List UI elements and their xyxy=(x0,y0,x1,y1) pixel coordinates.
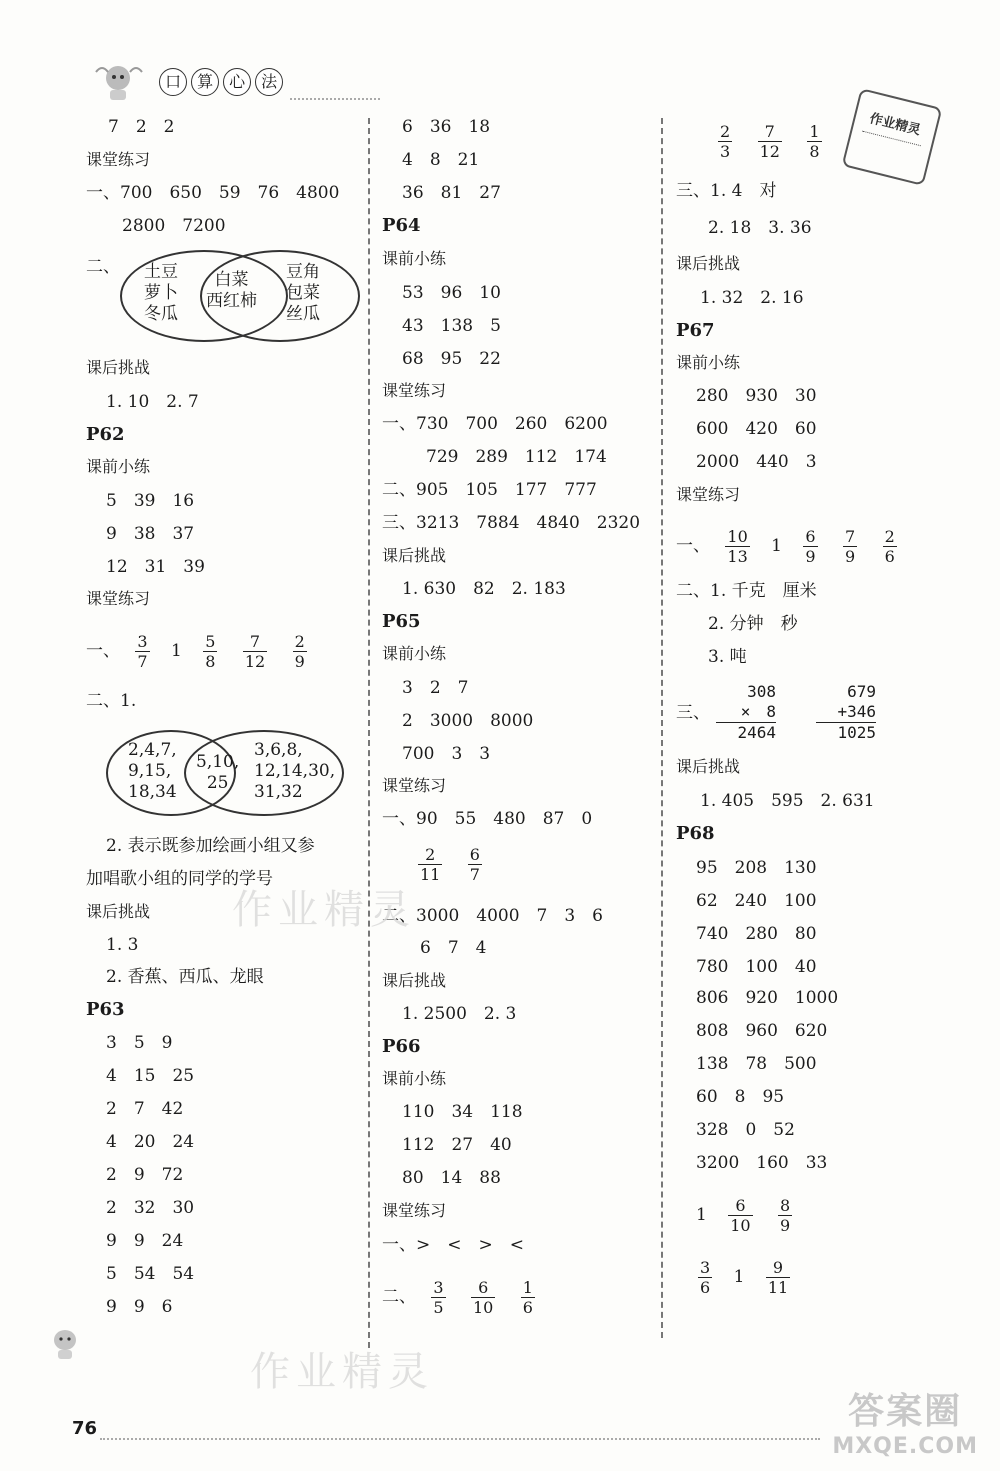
fraction: $\frac{6}{9}$ xyxy=(805,527,816,566)
answer-line: 二、1. 千克 厘米 xyxy=(676,581,817,601)
answer-line xyxy=(708,122,832,161)
fraction: $\frac{2}{6}$ xyxy=(884,527,895,566)
answer-line: 700 3 3 xyxy=(402,744,491,764)
answer-line: 328 0 52 xyxy=(696,1120,795,1140)
answer-line: 9 9 24 xyxy=(106,1231,184,1251)
answer-line: 62 240 100 xyxy=(696,891,817,911)
answer-line: 4 15 25 xyxy=(106,1066,195,1086)
answer-line: 7 2 2 xyxy=(108,117,175,137)
section-heading: 课堂练习 xyxy=(382,381,447,400)
answer-line: 280 930 30 xyxy=(696,386,817,406)
answer-line: 5 54 54 xyxy=(106,1264,195,1284)
fraction: $\frac{7}{9}$ xyxy=(845,527,856,566)
page-label: P66 xyxy=(382,1036,421,1057)
answer-line: 1. 3 xyxy=(106,935,139,955)
answer-line: 12 31 39 xyxy=(106,557,205,577)
fraction: $\frac{1}{6}$ xyxy=(522,1278,533,1317)
answer-line: 三、1. 4 对 xyxy=(676,181,777,201)
mascot-icon xyxy=(40,1322,90,1366)
section-heading: 课堂练习 xyxy=(86,150,151,169)
watermark: 作业精灵 xyxy=(250,1349,434,1395)
section-heading: 课堂练习 xyxy=(676,485,741,504)
vertical-addition: 679 +346 1025 xyxy=(816,682,876,743)
answer-line: 6 36 18 xyxy=(402,117,491,137)
fraction: $\frac{2}{3}$ xyxy=(720,122,731,161)
answer-line: 一、 $\frac{10}{13}$ 1 $\frac{6}{9}$ $\frac{7}{9}$ $\frac{2}{6}$ xyxy=(676,527,895,566)
answer-line: 1. 630 82 2. 183 xyxy=(402,579,566,599)
answer-line: 2. 香蕉、西瓜、龙眼 xyxy=(106,967,264,987)
column-divider xyxy=(661,118,663,1338)
answer-line: 2 9 72 xyxy=(106,1165,184,1185)
title-char: 心 xyxy=(223,68,251,96)
answer-line: 53 96 10 xyxy=(402,283,501,303)
answer-line: 3 2 7 xyxy=(402,678,469,698)
stamp-logo xyxy=(842,88,943,186)
answer-line: 1 $\frac{6}{10}$ $\frac{8}{9}$ xyxy=(696,1196,791,1235)
answer-line: 729 289 112 174 xyxy=(426,447,607,467)
fraction: $\frac{7}{12}$ xyxy=(244,632,266,671)
section-heading: 课前小练 xyxy=(382,644,447,663)
fraction: $\frac{3}{7}$ xyxy=(137,632,148,671)
fraction: $\frac{1}{8}$ xyxy=(809,122,820,161)
answer-line: 三、 xyxy=(676,703,710,723)
answer-line: 3. 吨 xyxy=(708,647,747,667)
answer-line: 4 20 24 xyxy=(106,1132,195,1152)
answer-line: 3 5 9 xyxy=(106,1033,173,1053)
answer-line: 2 3000 8000 xyxy=(402,711,534,731)
answer-line: 5 39 16 xyxy=(106,491,195,511)
fraction: $\frac{3}{5}$ xyxy=(433,1278,444,1317)
venn-right-set: 豆角 包菜 丝瓜 xyxy=(286,262,320,324)
fraction: $\frac{10}{13}$ xyxy=(727,527,748,566)
answer-line xyxy=(408,845,492,884)
fraction: $\frac{6}{7}$ xyxy=(469,845,480,884)
answer-line: 三、3213 7884 4840 2320 xyxy=(382,513,641,533)
answer-line: 二、 $\frac{3}{5}$ $\frac{6}{10}$ $\frac{1}{6}$ xyxy=(382,1278,533,1317)
section-heading: 课堂练习 xyxy=(86,589,151,608)
answer-line: 808 960 620 xyxy=(696,1021,828,1041)
answer-line: 138 78 500 xyxy=(696,1054,817,1074)
header-dotline xyxy=(290,98,380,100)
answer-line: 806 920 1000 xyxy=(696,988,839,1008)
fraction: $\frac{6}{10}$ xyxy=(473,1278,494,1317)
answer-line: $\frac{3}{6}$ 1 $\frac{9}{11}$ xyxy=(700,1258,789,1297)
page-number: 76 xyxy=(72,1418,98,1439)
answer-line: 一、730 700 260 6200 xyxy=(382,414,608,434)
page-label: P63 xyxy=(86,999,125,1020)
watermark: 作业精灵 xyxy=(232,887,416,933)
fraction: $\frac{5}{8}$ xyxy=(205,632,216,671)
answer-line: 加唱歌小组的同学的学号 xyxy=(86,869,273,889)
answer-line: 6 7 4 xyxy=(420,938,487,958)
answer-line: 43 138 5 xyxy=(402,316,501,336)
answer-line: 2. 18 3. 36 xyxy=(708,218,812,238)
venn-intersection: 白菜 西红柿 xyxy=(206,270,257,311)
section-heading: 课后挑战 xyxy=(676,757,741,776)
answer-line: 1. 32 2. 16 xyxy=(700,288,804,308)
answer-line: 60 8 95 xyxy=(696,1087,785,1107)
title-char: 口 xyxy=(159,68,187,96)
answer-line: 二、3000 4000 7 3 6 xyxy=(382,906,603,926)
venn-intersection: 5,10, 25 xyxy=(196,752,240,793)
fraction: $\frac{6}{10}$ xyxy=(730,1196,751,1235)
venn-left-set: 2,4,7, 9,15, 18,34 xyxy=(128,740,177,802)
answer-line: 一、90 55 480 87 0 xyxy=(382,809,593,829)
answer-line: 二、905 105 177 777 xyxy=(382,480,597,500)
fraction: $\frac{2}{11}$ xyxy=(420,845,441,884)
column-divider xyxy=(368,118,370,1348)
section-heading: 课前小练 xyxy=(382,249,447,268)
answer-line: 1. 10 2. 7 xyxy=(106,392,199,412)
vertical-multiplication: 308 × 8 2464 xyxy=(716,682,776,743)
page-label: P68 xyxy=(676,823,715,844)
venn-right-set: 3,6,8, 12,14,30, 31,32 xyxy=(254,740,336,802)
answer-line: 3200 160 33 xyxy=(696,1153,828,1173)
answer-line: 4 8 21 xyxy=(402,150,480,170)
answer-line: 112 27 40 xyxy=(402,1135,512,1155)
answer-line: 一、700 650 59 76 4800 xyxy=(86,183,340,203)
section-heading: 课堂练习 xyxy=(382,1201,447,1220)
section-heading: 课前小练 xyxy=(86,457,151,476)
page-label: P67 xyxy=(676,320,715,341)
answer-line: 95 208 130 xyxy=(696,858,817,878)
answer-line: 68 95 22 xyxy=(402,349,501,369)
stamp-text: 作业精灵 xyxy=(867,111,923,139)
title-char: 法 xyxy=(255,68,283,96)
section-heading: 课后挑战 xyxy=(86,902,151,921)
site-watermark: 答案圈 MXQE.COM xyxy=(832,1391,978,1459)
section-heading: 课后挑战 xyxy=(86,358,151,377)
fraction: $\frac{3}{6}$ xyxy=(700,1258,711,1297)
page-label: P64 xyxy=(382,215,421,236)
answer-line: 1. 405 595 2. 631 xyxy=(700,791,875,811)
page-label: P65 xyxy=(382,611,421,632)
answer-line: 一、> < > < xyxy=(382,1235,524,1255)
answer-line: 2 32 30 xyxy=(106,1198,195,1218)
answer-line: 36 81 27 xyxy=(402,183,501,203)
title-char: 算 xyxy=(191,68,219,96)
answer-line: 2800 7200 xyxy=(122,216,226,236)
answer-line: 740 280 80 xyxy=(696,924,817,944)
section-heading: 课前小练 xyxy=(382,1069,447,1088)
answer-line: 9 38 37 xyxy=(106,524,195,544)
answer-line: 二、1. xyxy=(86,691,137,711)
answer-line: 1. 2500 2. 3 xyxy=(402,1004,517,1024)
answer-line: 780 100 40 xyxy=(696,957,817,977)
fraction: $\frac{8}{9}$ xyxy=(780,1196,791,1235)
answer-line: 9 9 6 xyxy=(106,1297,173,1317)
fraction: $\frac{2}{9}$ xyxy=(294,632,305,671)
page-label: P62 xyxy=(86,424,125,445)
section-heading: 课后挑战 xyxy=(382,971,447,990)
answer-line: 2 7 42 xyxy=(106,1099,184,1119)
fraction: $\frac{9}{11}$ xyxy=(767,1258,789,1297)
answer-line: 2000 440 3 xyxy=(696,452,817,472)
venn-left-set: 土豆 萝卜 冬瓜 xyxy=(144,262,178,324)
answer-line: 一、 $\frac{3}{7}$ 1 $\frac{5}{8}$ $\frac{7}{12}$ $\frac{2}{9}$ xyxy=(86,632,305,671)
answer-line: 2. 分钟 秒 xyxy=(708,614,798,634)
answer-line: 2. 表示既参加绘画小组又参 xyxy=(106,836,315,856)
section-heading: 课前小练 xyxy=(676,353,741,372)
section-heading: 课后挑战 xyxy=(676,254,741,273)
answer-line: 80 14 88 xyxy=(402,1168,501,1188)
section-heading: 课堂练习 xyxy=(382,776,447,795)
footer-dotline xyxy=(100,1438,820,1440)
answer-line: 二、 xyxy=(86,257,120,277)
answer-line: 600 420 60 xyxy=(696,419,817,439)
answer-line: 110 34 118 xyxy=(402,1102,523,1122)
mascot-icon xyxy=(88,58,148,106)
fraction: $\frac{7}{12}$ xyxy=(759,122,780,161)
section-heading: 课后挑战 xyxy=(382,546,447,565)
header xyxy=(88,58,287,106)
